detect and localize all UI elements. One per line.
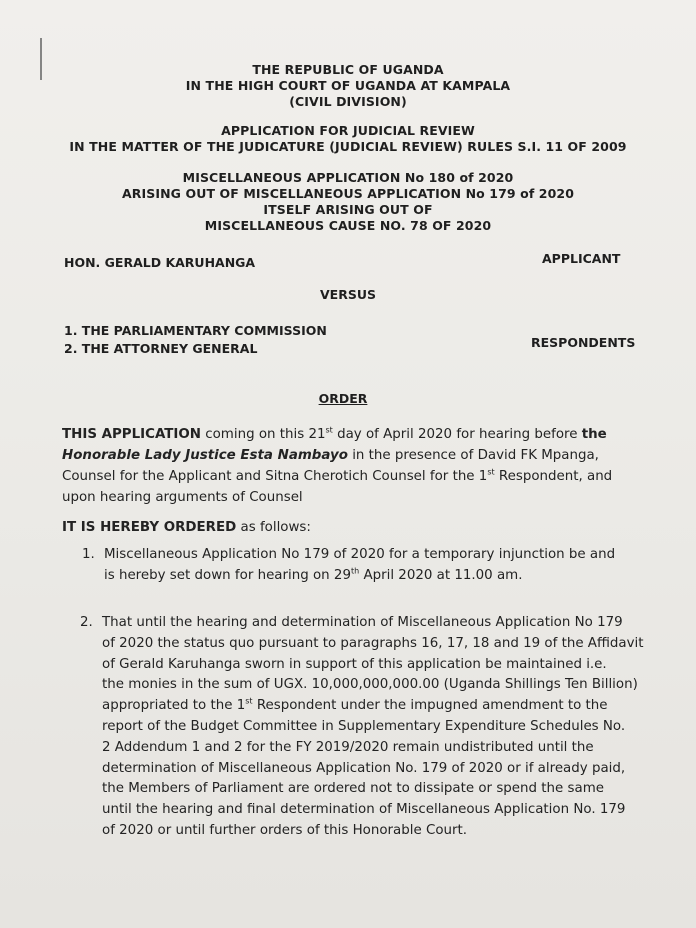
judge-name: Honorable Lady Justice Esta Nambayo — [62, 448, 348, 463]
intro-line-3 — [62, 466, 646, 487]
intro-the: the — [581, 427, 607, 442]
intro-text-1: coming on this 21 — [201, 427, 326, 442]
intro-line-2 — [62, 445, 646, 466]
intro-text-5: Respondent, and — [494, 469, 613, 484]
item-1-line-2b: April 2020 at 11.00 am. — [359, 567, 523, 583]
ordered-tail: as follows: — [236, 520, 311, 535]
item-1-sup: th — [350, 566, 360, 576]
item-2-line-2: of 2020 the status quo pursuant to paragraphs 16, 17, 18 and 19 of the Affidavit — [102, 635, 644, 651]
item-number: 2. — [80, 615, 93, 630]
respondents-list — [64, 322, 327, 358]
intro-sup-1: st — [325, 425, 333, 435]
applicant-label: APPLICANT — [542, 251, 621, 266]
intro-text-2: day of April 2020 for hearing before — [332, 427, 582, 442]
matter-line: IN THE MATTER OF THE JUDICATURE (JUDICIAL REVIEW) RULES S.I. 11 OF 2009 — [69, 139, 627, 154]
order-title: ORDER — [318, 391, 368, 406]
item-2-sup: st — [245, 696, 253, 706]
applicant-name: HON. GERALD KARUHANGA — [64, 255, 256, 270]
item-number: 1. — [82, 547, 95, 562]
application-title: APPLICATION FOR JUDICIAL REVIEW — [221, 123, 475, 138]
respondent-2: 2. THE ATTORNEY GENERAL — [64, 341, 258, 356]
item-2-line-10: until the hearing and final determination of Miscellaneous Application No. 179 — [102, 802, 626, 818]
arising-line: ARISING OUT OF MISCELLANEOUS APPLICATION No 179 of 2020 — [121, 186, 574, 201]
versus-label: VERSUS — [320, 287, 376, 302]
division-line: (CIVIL DIVISION) — [289, 94, 407, 109]
item-2-line-9: the Members of Parliament are ordered not to dissipate or spend the same — [102, 781, 604, 797]
republic-line: THE REPUBLIC OF UGANDA — [252, 62, 444, 77]
court-line: IN THE HIGH COURT OF UGANDA AT KAMPALA — [185, 78, 511, 93]
respondent-1: 1. THE PARLIAMENTARY COMMISSION — [64, 323, 327, 338]
ordered-line — [62, 517, 311, 538]
intro-line-4: upon hearing arguments of Counsel — [62, 490, 303, 505]
item-text — [102, 613, 644, 842]
item-2-line-4: the monies in the sum of UGX. 10,000,000,000.00 (Uganda Shillings Ten Billion) — [102, 677, 638, 693]
intro-paragraph — [62, 424, 646, 508]
item-2-line-8: determination of Miscellaneous Application No. 179 of 2020 or if already paid, — [102, 760, 626, 776]
ordered-lead: IT IS HEREBY ORDERED — [62, 520, 237, 535]
item-2-line-11: of 2020 or until further orders of this Honorable Court. — [102, 822, 468, 838]
intro-text-3: in the presence of David FK Mpanga, — [347, 448, 599, 463]
item-text — [104, 545, 615, 587]
intro-text-4: Counsel for the Applicant and Sitna Cherotich Counsel for the 1 — [62, 469, 488, 484]
itself-arising-line: ITSELF ARISING OUT OF — [263, 202, 433, 217]
court-header — [0, 62, 696, 110]
item-2-line-5b: Respondent under the impugned amendment to the — [252, 698, 608, 714]
item-2-line-3: of Gerald Karuhanga sworn in support of this application be maintained i.e. — [102, 656, 607, 672]
item-1-line-2 — [104, 566, 615, 587]
respondents-label: RESPONDENTS — [531, 335, 636, 350]
case-reference — [0, 170, 696, 234]
item-2-line-1: That until the hearing and determination of Miscellaneous Application No 179 — [102, 615, 623, 630]
intro-sup-2: st — [487, 467, 495, 477]
item-2-line-6: report of the Budget Committee in Supplementary Expenditure Schedules No. — [102, 718, 626, 734]
item-2-line-5a: appropriated to the 1 — [102, 698, 246, 714]
intro-lead: THIS APPLICATION — [62, 427, 201, 442]
misc-cause-line: MISCELLANEOUS CAUSE NO. 78 OF 2020 — [204, 218, 492, 233]
item-1-line-1: Miscellaneous Application No 179 of 2020 for a temporary injunction be and — [104, 547, 616, 562]
item-2-line-7: 2 Addendum 1 and 2 for the FY 2019/2020 remain undistributed until the — [102, 739, 594, 755]
misc-application-line: MISCELLANEOUS APPLICATION No 180 of 2020 — [182, 170, 514, 185]
item-2-line-5 — [102, 696, 644, 717]
application-header — [0, 123, 696, 155]
intro-line-1 — [62, 424, 646, 445]
item-1-line-2a: is hereby set down for hearing on 29 — [104, 567, 351, 583]
